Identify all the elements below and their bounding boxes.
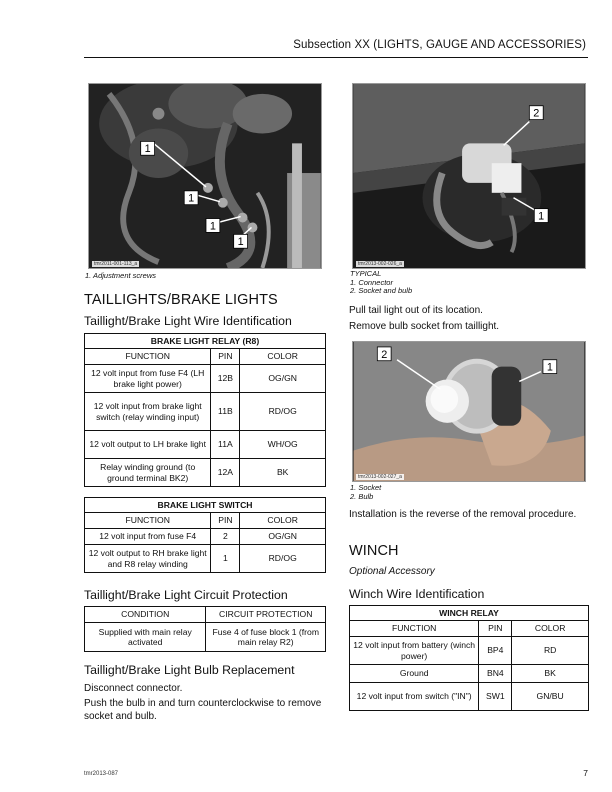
table-row xyxy=(85,459,326,487)
photo3-caption-item: 2. Bulb xyxy=(350,491,374,501)
socket-bulb-illustration xyxy=(353,342,585,481)
photo2-caption-item: 1. Connector xyxy=(350,277,393,287)
winch-wire-id-title: Winch Wire Identification xyxy=(349,587,485,601)
header-rule xyxy=(84,57,588,58)
section-taillights: TAILLIGHTS/BRAKE LIGHTS xyxy=(84,292,278,308)
winch-relay-table xyxy=(349,605,589,711)
cell-pin: SW1 xyxy=(479,683,512,711)
adjustment-screws-illustration xyxy=(89,84,321,268)
photo2-caption-item: 2. Socket and bulb xyxy=(350,286,413,295)
cell-pin: 2 xyxy=(211,529,240,545)
callout-2-bulb: 2 xyxy=(381,348,388,361)
cell-pin: 11B xyxy=(211,393,240,431)
cell-function: 12 volt input from battery (winch power) xyxy=(350,637,479,665)
cell-color: OG/GN xyxy=(240,365,326,393)
bulb-step-2: Push the bulb in and turn counterclockwise to remove socket and bulb. xyxy=(84,698,322,722)
wire-id-title: Taillight/Brake Light Wire Identification xyxy=(84,314,292,328)
cell-pin: BP4 xyxy=(479,637,512,665)
photo-adjustment-screws xyxy=(88,83,322,269)
connector-illustration xyxy=(353,84,585,268)
photo3-id: tmr2013-002-027_a xyxy=(358,474,402,480)
table-row xyxy=(85,431,326,459)
cell-pin: 12A xyxy=(211,459,240,487)
table-row xyxy=(350,665,589,683)
switch-col-function: FUNCTION xyxy=(85,513,211,529)
photo2-caption-title: TYPICAL xyxy=(350,269,382,278)
winch-col-function: FUNCTION xyxy=(350,621,479,637)
page-number: 7 xyxy=(583,768,588,778)
section-winch: WINCH xyxy=(349,543,399,559)
cell-pin: 11A xyxy=(211,431,240,459)
photo1-caption xyxy=(85,272,156,281)
circuit-protection-title: Taillight/Brake Light Circuit Protection xyxy=(84,588,288,602)
cell-pin: BN4 xyxy=(479,665,512,683)
table-row xyxy=(85,393,326,431)
optional-accessory-label: Optional Accessory xyxy=(349,566,435,577)
switch-col-pin: PIN xyxy=(211,513,240,529)
cell-color: WH/OG xyxy=(240,431,326,459)
cell-function: 12 volt output to LH brake light xyxy=(85,431,211,459)
cell-color: RD/OG xyxy=(240,545,326,573)
circuit-protection-table xyxy=(84,606,326,652)
cell-function: 12 volt input from fuse F4 xyxy=(85,529,211,545)
table-row xyxy=(85,529,326,545)
table-row xyxy=(85,623,326,652)
relay-table-title: BRAKE LIGHT RELAY (R8) xyxy=(85,334,326,349)
cell-function: 12 volt input from fuse F4 (LH brake light power) xyxy=(85,365,211,393)
footer-doc-id: tmr2013-087 xyxy=(84,771,119,777)
cell-function: Relay winding ground (to ground terminal BK2) xyxy=(85,459,211,487)
winch-col-pin: PIN xyxy=(479,621,512,637)
bulb-step-1: Disconnect connector. xyxy=(84,683,183,694)
callout-1-socket: 1 xyxy=(546,361,553,374)
subsection-title: Subsection XX (LIGHTS, GAUGE AND ACCESSORIES) xyxy=(293,39,586,51)
winch-col-color: COLOR xyxy=(512,621,589,637)
cell-color: BK xyxy=(240,459,326,487)
cell-color: BK xyxy=(512,665,589,683)
switch-col-color: COLOR xyxy=(240,513,326,529)
brake-light-relay-table xyxy=(84,333,326,487)
photo2-id: tmr2013-002-026_a xyxy=(358,261,402,267)
brake-light-switch-table xyxy=(84,497,326,573)
cell-pin: 1 xyxy=(211,545,240,573)
table-row xyxy=(350,683,589,711)
callout-1a: 1 xyxy=(144,143,151,156)
pull-instruction: Pull tail light out of its location. xyxy=(349,305,483,316)
photo3-caption-item: 1. Socket xyxy=(350,483,382,492)
cell-color: RD xyxy=(512,637,589,665)
callout-1c: 1 xyxy=(209,220,216,233)
remove-instruction: Remove bulb socket from taillight. xyxy=(349,321,500,332)
photo1-id: tmr2011-001-113_a xyxy=(94,261,138,267)
photo-socket-bulb xyxy=(352,341,586,482)
circuit-col-protection: CIRCUIT PROTECTION xyxy=(206,607,326,623)
photo3-caption xyxy=(350,484,381,501)
cell-color: GN/BU xyxy=(512,683,589,711)
cell-function: Ground xyxy=(350,665,479,683)
callout-1b: 1 xyxy=(188,192,195,205)
cell-color: RD/OG xyxy=(240,393,326,431)
table-row xyxy=(85,545,326,573)
cell-color: OG/GN xyxy=(240,529,326,545)
installation-note: Installation is the reverse of the removal procedure. xyxy=(349,509,577,520)
photo1-caption-line: 1. Adjustment screws xyxy=(85,271,156,280)
cell-condition: Supplied with main relay activated xyxy=(85,623,206,652)
cell-function: 12 volt output to RH brake light and R8 relay winding xyxy=(85,545,211,573)
callout-1d: 1 xyxy=(237,236,244,249)
winch-table-title: WINCH RELAY xyxy=(350,606,589,621)
callout-1-bottom: 1 xyxy=(538,210,545,223)
bulb-replacement-title: Taillight/Brake Light Bulb Replacement xyxy=(84,663,295,677)
relay-col-pin: PIN xyxy=(211,349,240,365)
cell-function: 12 volt input from brake light switch (relay winding input) xyxy=(85,393,211,431)
table-row xyxy=(350,637,589,665)
relay-col-color: COLOR xyxy=(240,349,326,365)
relay-col-function: FUNCTION xyxy=(85,349,211,365)
photo-connector xyxy=(352,83,586,269)
cell-function: 12 volt input from switch ("IN") xyxy=(350,683,479,711)
table-row xyxy=(85,365,326,393)
cell-pin: 12B xyxy=(211,365,240,393)
callout-2-top: 2 xyxy=(533,107,540,120)
switch-table-title: BRAKE LIGHT SWITCH xyxy=(85,498,326,513)
circuit-col-condition: CONDITION xyxy=(85,607,206,623)
photo2-caption xyxy=(350,270,412,296)
cell-protection: Fuse 4 of fuse block 1 (from main relay R2) xyxy=(206,623,326,652)
